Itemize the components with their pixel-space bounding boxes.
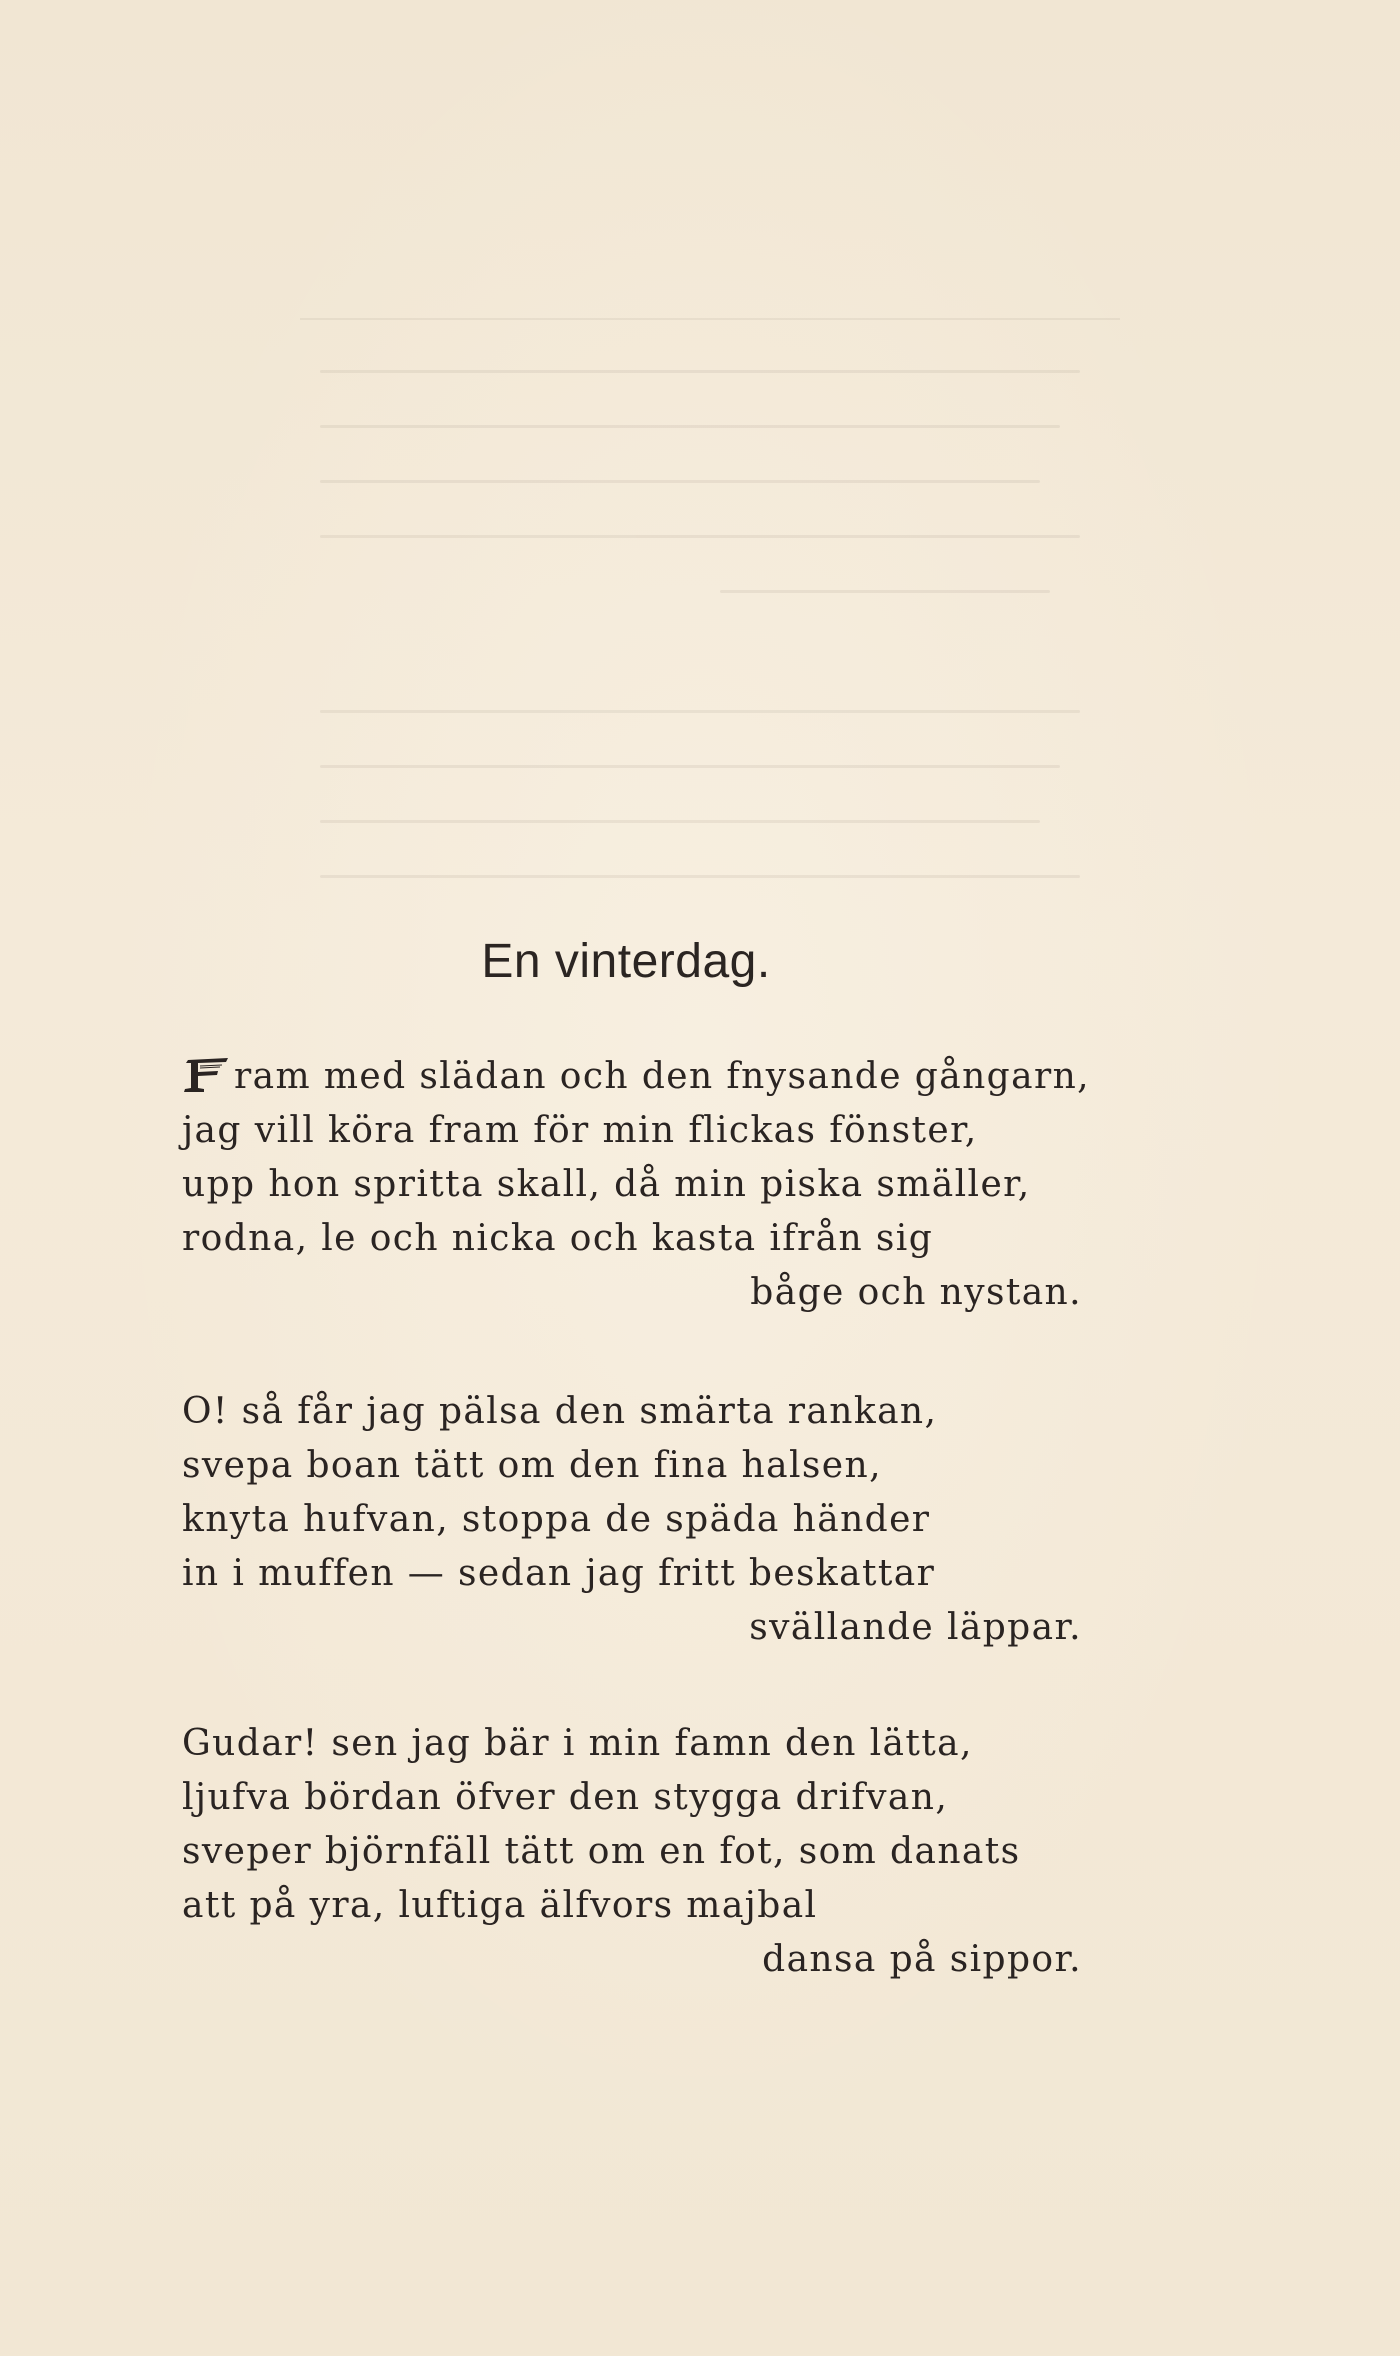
verse-line: att på yra, luftiga älfvors majbal bbox=[182, 1885, 818, 1926]
decorated-initial bbox=[182, 1054, 232, 1094]
verse-line: sveper björnfäll tätt om en fot, som danats bbox=[182, 1831, 1021, 1872]
verse-line: svepa boan tätt om den fina halsen, bbox=[182, 1445, 882, 1486]
show-through-line bbox=[320, 425, 1060, 428]
verse-line: upp hon spritta skall, då min piska smäller, bbox=[182, 1164, 1031, 1205]
show-through-line bbox=[320, 480, 1040, 483]
stanza-2 bbox=[182, 1385, 1082, 1655]
verse-line: in i muffen — sedan jag fritt beskattar bbox=[182, 1553, 936, 1594]
reverse-side-show-through bbox=[300, 270, 1100, 970]
verse-line: knyta hufvan, stoppa de späda händer bbox=[182, 1499, 931, 1540]
poem-title: En vinterdag. bbox=[481, 935, 771, 988]
show-through-line bbox=[720, 590, 1050, 593]
verse-line: ram med slädan och den fnysande gångarn, bbox=[182, 1050, 1082, 1104]
verse-line: ljufva bördan öfver den stygga drifvan, bbox=[182, 1777, 949, 1818]
show-through-line bbox=[320, 370, 1080, 373]
verse-tail: svällande läppar. bbox=[749, 1607, 1082, 1648]
show-through-line bbox=[320, 875, 1080, 878]
verse-line: jag vill köra fram för min flickas fönster, bbox=[182, 1110, 978, 1151]
stanza-1 bbox=[182, 1050, 1091, 1320]
stanza-3 bbox=[182, 1717, 1082, 1987]
show-through-rule bbox=[300, 318, 1120, 320]
show-through-line bbox=[320, 710, 1080, 713]
show-through-line bbox=[320, 535, 1080, 538]
verse-tail: båge och nystan. bbox=[750, 1272, 1082, 1313]
verse-tail: dansa på sippor. bbox=[762, 1939, 1082, 1980]
decorated-initial-f-icon bbox=[182, 1054, 232, 1094]
show-through-line bbox=[320, 820, 1040, 823]
show-through-line bbox=[320, 765, 1060, 768]
verse-line: Gudar! sen jag bär i min famn den lätta, bbox=[182, 1723, 973, 1764]
verse-line: rodna, le och nicka och kasta ifrån sig bbox=[182, 1218, 934, 1259]
verse-line: O! så får jag pälsa den smärta rankan, bbox=[182, 1391, 938, 1432]
